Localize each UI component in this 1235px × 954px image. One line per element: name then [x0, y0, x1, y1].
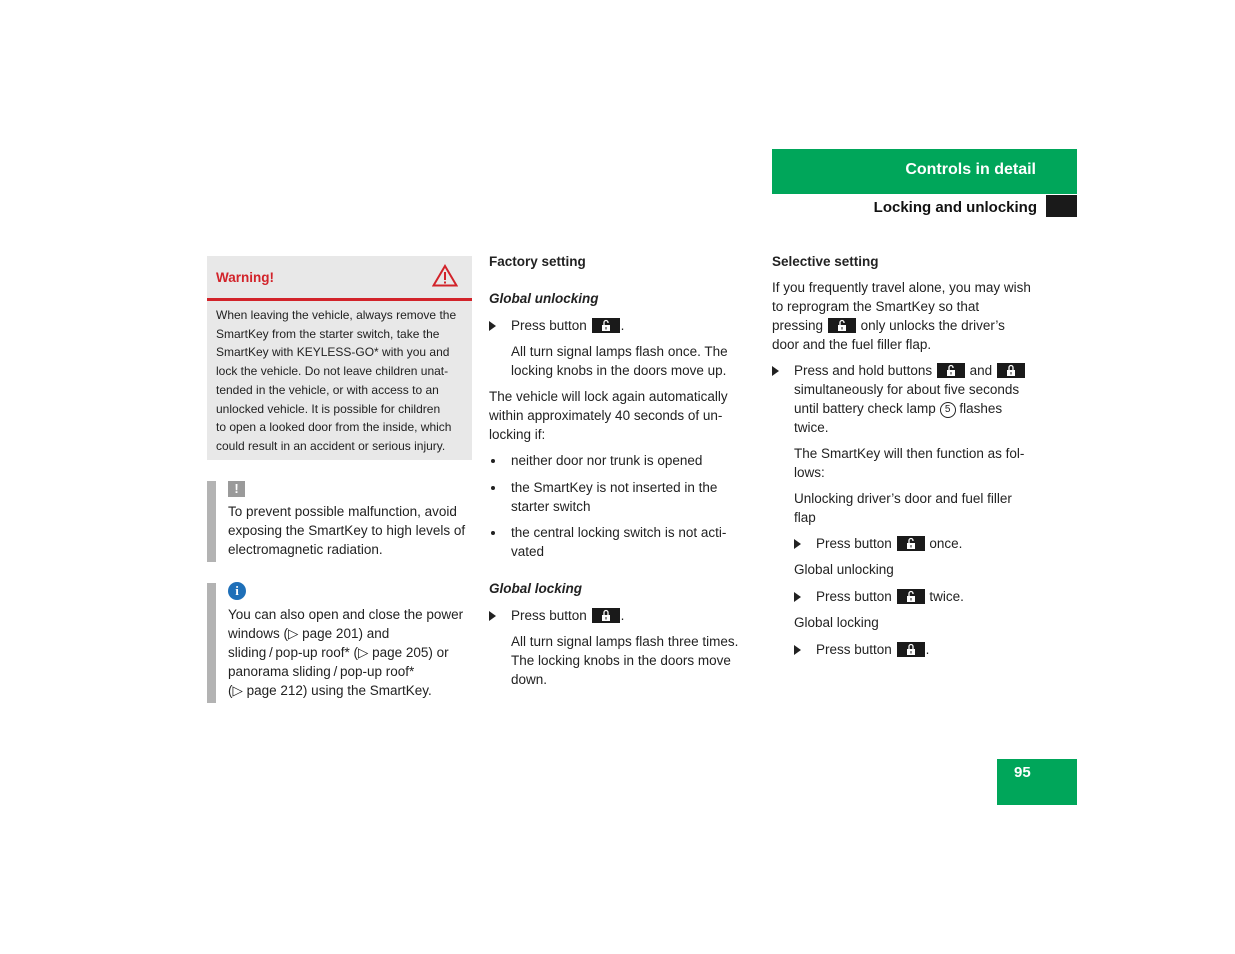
unlock-key-icon [937, 363, 965, 378]
list-item: neither door nor trunk is opened [511, 453, 703, 468]
step-arrow-icon [489, 316, 496, 335]
caution-line: exposing the SmartKey to high levels of [228, 523, 466, 538]
warning-label: Warning! [216, 270, 274, 285]
global-unlocking-heading: Global unlocking [489, 291, 599, 306]
caution-text [228, 502, 472, 559]
warning-line: lock the vehicle. Do not leave children unat- [216, 364, 449, 379]
caution-note [207, 481, 472, 562]
warning-line: SmartKey from the starter switch, take the [216, 326, 440, 341]
step-press-lock: Press button . [511, 608, 625, 623]
global-locking-heading: Global locking [489, 581, 583, 596]
step-press-once: Press button once. [816, 536, 963, 551]
step-press-hold: Press and hold buttons and simultaneously for about five seconds until battery check lamp 5 flashes twice. [794, 361, 1026, 437]
subsection-title: Locking and unlocking [873, 199, 1037, 216]
note-bar [207, 583, 216, 703]
warning-line: tended in the vehicle, or with access to an [216, 382, 439, 397]
warning-line: unlocked vehicle. It is possible for children [216, 401, 441, 416]
info-line: windows (▷ page 201) and [228, 626, 390, 641]
section-title: Controls in detail [905, 161, 1036, 178]
unlock-key-icon [592, 318, 620, 333]
info-line: sliding / pop-up roof* (▷ page 205) or [228, 645, 449, 660]
subsection-header [772, 195, 1077, 217]
step-arrow-icon [794, 587, 801, 606]
list-item: the central locking switch is not acti- vated [511, 525, 727, 559]
warning-line: to open a looked door from the inside, which [216, 420, 452, 435]
step-arrow-icon [489, 606, 496, 625]
step-arrow-icon [794, 640, 801, 659]
section-header [772, 149, 1077, 194]
global-unlocking-result: All turn signal lamps flash once. The locking knobs in the doors move up. [511, 344, 728, 378]
factory-setting-heading: Factory setting [489, 254, 586, 269]
step-press-twice: Press button twice. [816, 589, 964, 604]
step-label: Press button [511, 318, 587, 333]
global-locking-result: All turn signal lamps flash three times. The locking knobs in the doors move down. [511, 634, 739, 687]
warning-header [207, 256, 472, 301]
page-number-box [997, 759, 1077, 805]
warning-line: SmartKey with KEYLESS-GO* with you and [216, 345, 450, 360]
exclamation-icon: ! [228, 481, 245, 497]
info-line: panorama sliding / pop-up roof* [228, 664, 415, 679]
battery-check-lamp-number: 5 [940, 402, 956, 418]
info-text [228, 605, 472, 700]
warning-text [216, 306, 466, 456]
function-text: The SmartKey will then function as fol- lows: [794, 446, 1025, 480]
selective-intro: If you frequently travel alone, you may wish to reprogram the SmartKey so that pressing only unlocks the driver’s door and the fuel filler flap. [772, 280, 1031, 352]
info-line: You can also open and close the power [228, 607, 464, 622]
warning-triangle-icon [432, 264, 458, 292]
warning-box [207, 256, 472, 460]
bullet-icon [491, 451, 495, 470]
lock-key-icon [997, 363, 1025, 378]
lock-key-icon [592, 608, 620, 623]
note-bar [207, 481, 216, 562]
global-locking-label: Global locking [794, 615, 879, 630]
auto-lock-text: The vehicle will lock again automatically within approximately 40 seconds of un- locking if: [489, 389, 728, 442]
selective-setting-heading: Selective setting [772, 254, 879, 269]
info-icon: i [228, 582, 246, 600]
unlock-driver-text: Unlocking driver’s door and fuel filler flap [794, 491, 1012, 525]
step-arrow-icon [794, 534, 801, 553]
unlock-key-icon [897, 589, 925, 604]
info-note [207, 583, 472, 703]
step-arrow-icon [772, 361, 779, 380]
warning-line: When leaving the vehicle, always remove the [216, 308, 457, 322]
list-item: the SmartKey is not inserted in the starter switch [511, 480, 718, 514]
info-line: (▷ page 212) using the SmartKey. [228, 683, 432, 698]
page-number: 95 [1014, 764, 1031, 781]
warning-line: could result in an accident or serious injury. [216, 438, 446, 453]
subsection-marker [1046, 195, 1077, 217]
unlock-key-icon [897, 536, 925, 551]
step-press-unlock: Press button . [511, 318, 625, 333]
global-unlocking-label: Global unlocking [794, 562, 894, 577]
bullet-icon [491, 523, 495, 542]
step-press-lock: Press button . [816, 642, 930, 657]
caution-line: To prevent possible malfunction, avoid [228, 504, 457, 519]
lock-key-icon [897, 642, 925, 657]
bullet-icon [491, 478, 495, 497]
caution-line: electromagnetic radiation. [228, 542, 383, 557]
unlock-key-icon [828, 318, 856, 333]
